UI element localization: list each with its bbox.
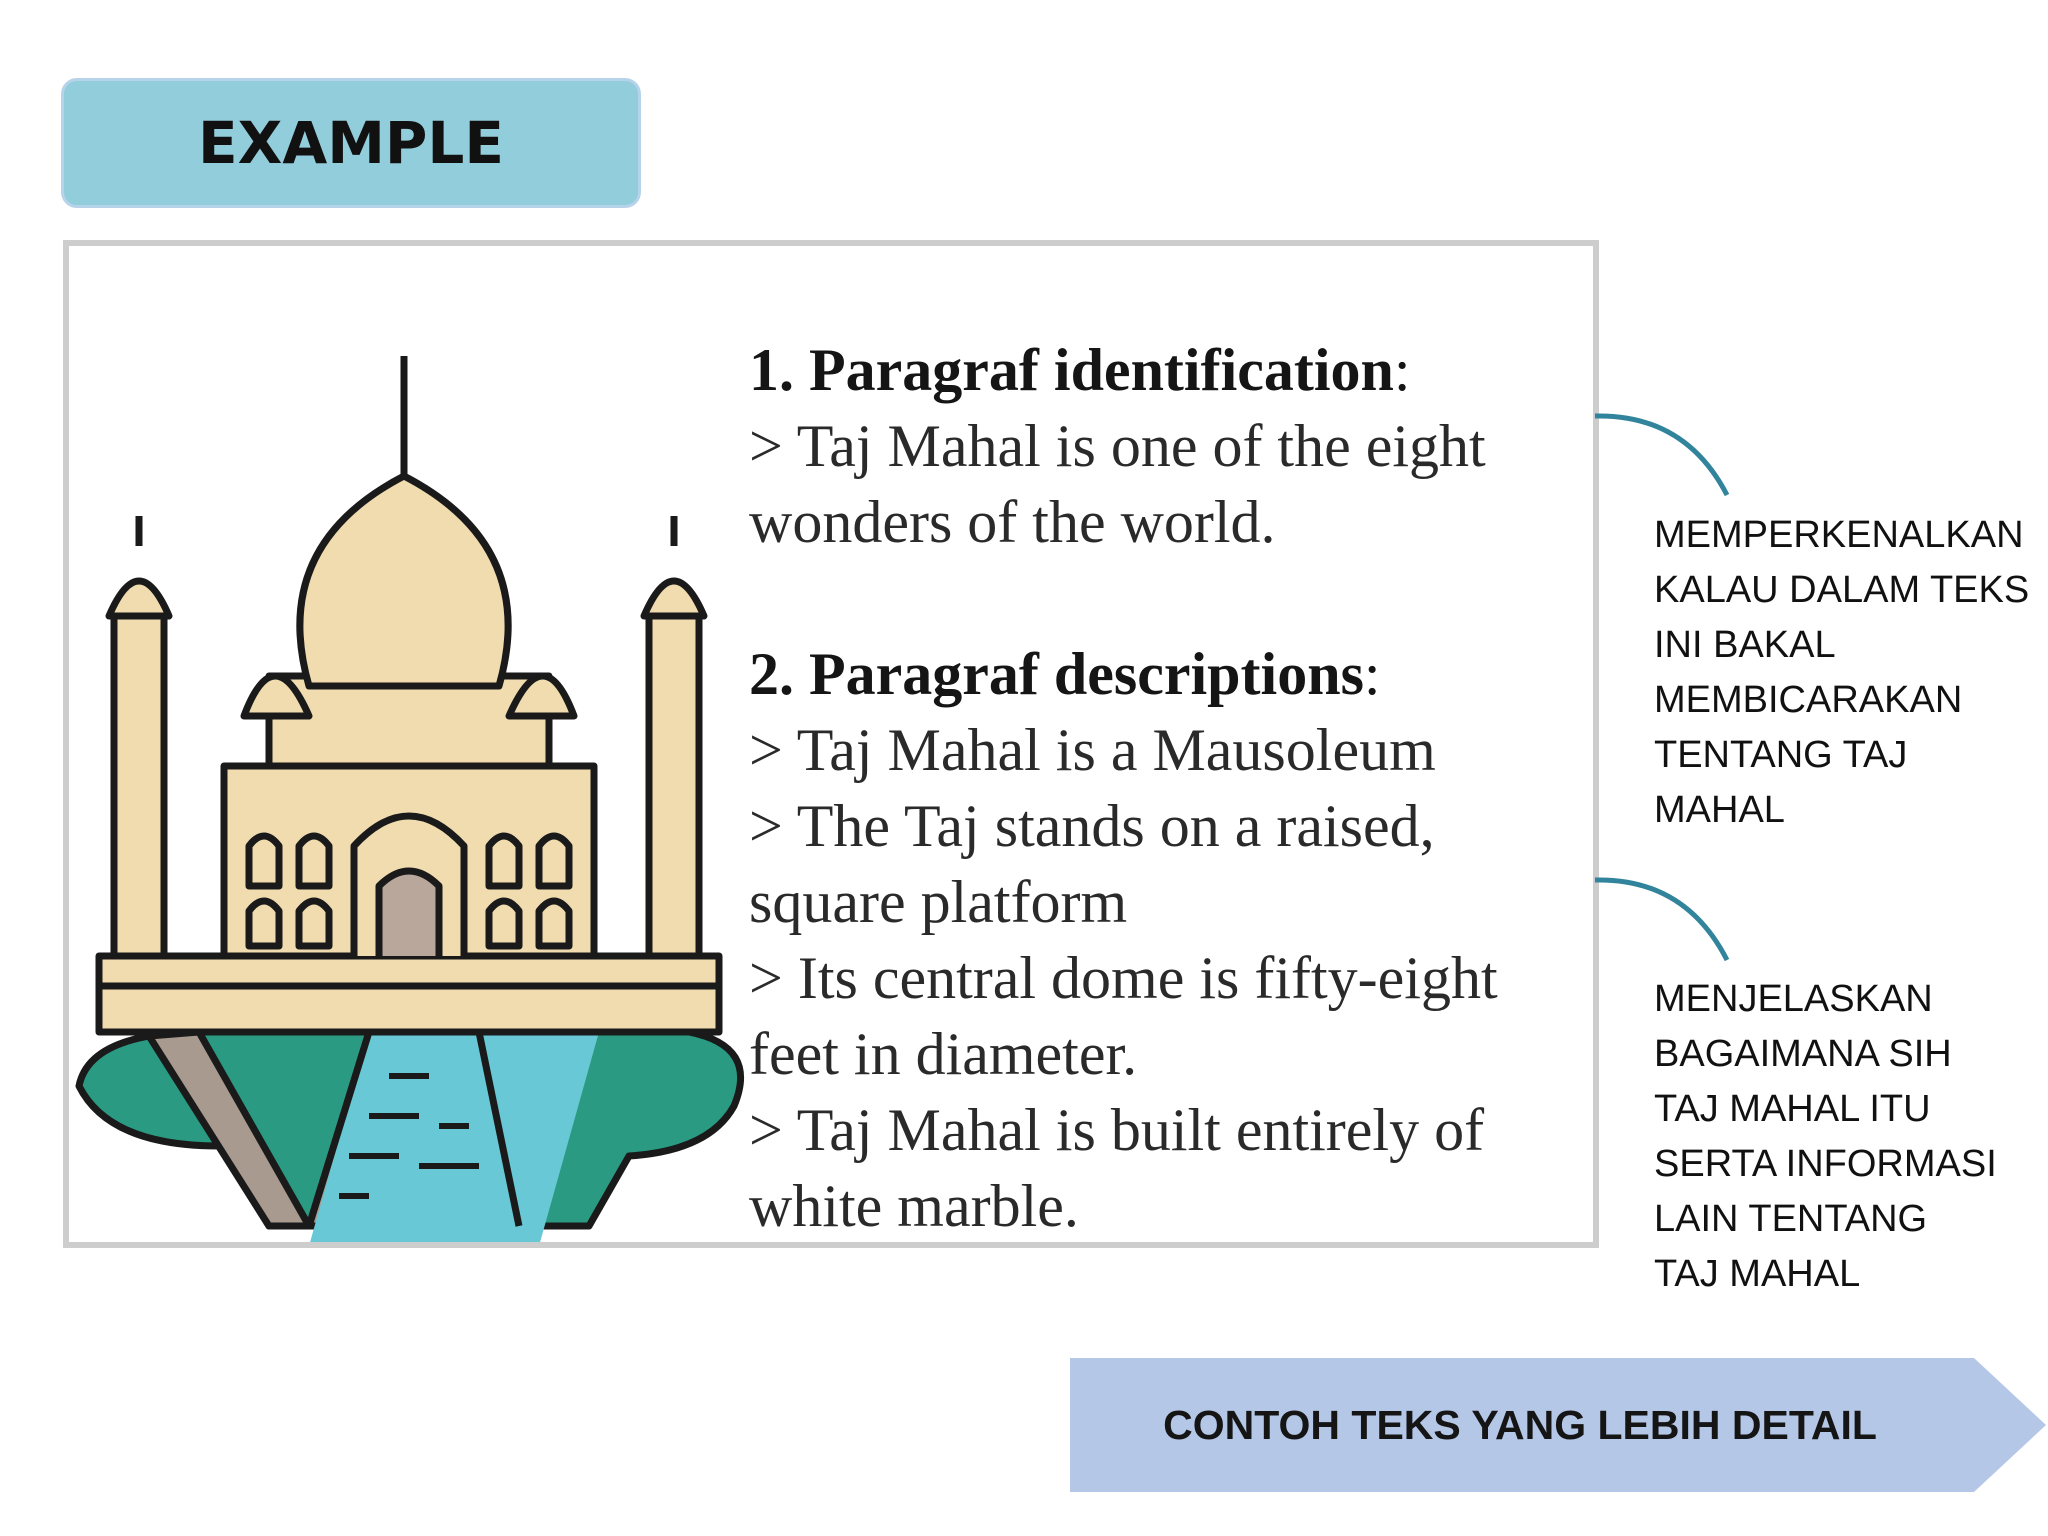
section-descriptions-heading: 2. Paragraf descriptions: bbox=[749, 641, 1381, 707]
annotation-descriptions bbox=[1654, 972, 2044, 1302]
identification-line: wonders of the world. bbox=[749, 489, 1276, 555]
annotation-identification bbox=[1654, 508, 2044, 838]
example-title: EXAMPLE bbox=[197, 109, 505, 177]
note-line: BAGAIMANA SIH bbox=[1654, 1033, 1952, 1075]
description-line: > Taj Mahal is a Mausoleum bbox=[749, 717, 1436, 783]
note-line: MEMPERKENALKAN bbox=[1654, 514, 2024, 556]
description-line: > Taj Mahal is built entirely of bbox=[749, 1097, 1485, 1163]
detail-arrow-label: CONTOH TEKS YANG LEBIH DETAIL bbox=[1163, 1401, 1877, 1448]
taj-mahal-illustration bbox=[69, 246, 749, 1246]
note-line: TAJ MAHAL ITU bbox=[1654, 1088, 1931, 1130]
note-line: LAIN TENTANG bbox=[1654, 1198, 1928, 1240]
note-line: MAHAL bbox=[1654, 789, 1785, 831]
note-line: MEMBICARAKAN bbox=[1654, 679, 1963, 721]
example-title-badge bbox=[61, 78, 641, 208]
note-line: INI BAKAL bbox=[1654, 624, 1836, 666]
note-line: KALAU DALAM TEKS bbox=[1654, 569, 2030, 611]
detail-arrow-banner bbox=[1070, 1358, 2048, 1492]
description-line: square platform bbox=[749, 869, 1128, 935]
description-line: > The Taj stands on a raised, bbox=[749, 793, 1435, 859]
description-line: > Its central dome is fifty-eight bbox=[749, 945, 1498, 1011]
taj-mahal-example-figure bbox=[63, 240, 1599, 1248]
identification-line: > Taj Mahal is one of the eight bbox=[749, 413, 1486, 479]
note-line: TAJ MAHAL bbox=[1654, 1253, 1861, 1295]
paragraph-points bbox=[749, 332, 1599, 1244]
description-line: white marble. bbox=[749, 1173, 1079, 1239]
note-line: TENTANG TAJ bbox=[1654, 734, 1908, 776]
section-identification-heading: 1. Paragraf identification: bbox=[749, 337, 1411, 403]
note-line: MENJELASKAN bbox=[1654, 978, 1933, 1020]
note-line: SERTA INFORMASI bbox=[1654, 1143, 1997, 1185]
description-line: feet in diameter. bbox=[749, 1021, 1138, 1087]
